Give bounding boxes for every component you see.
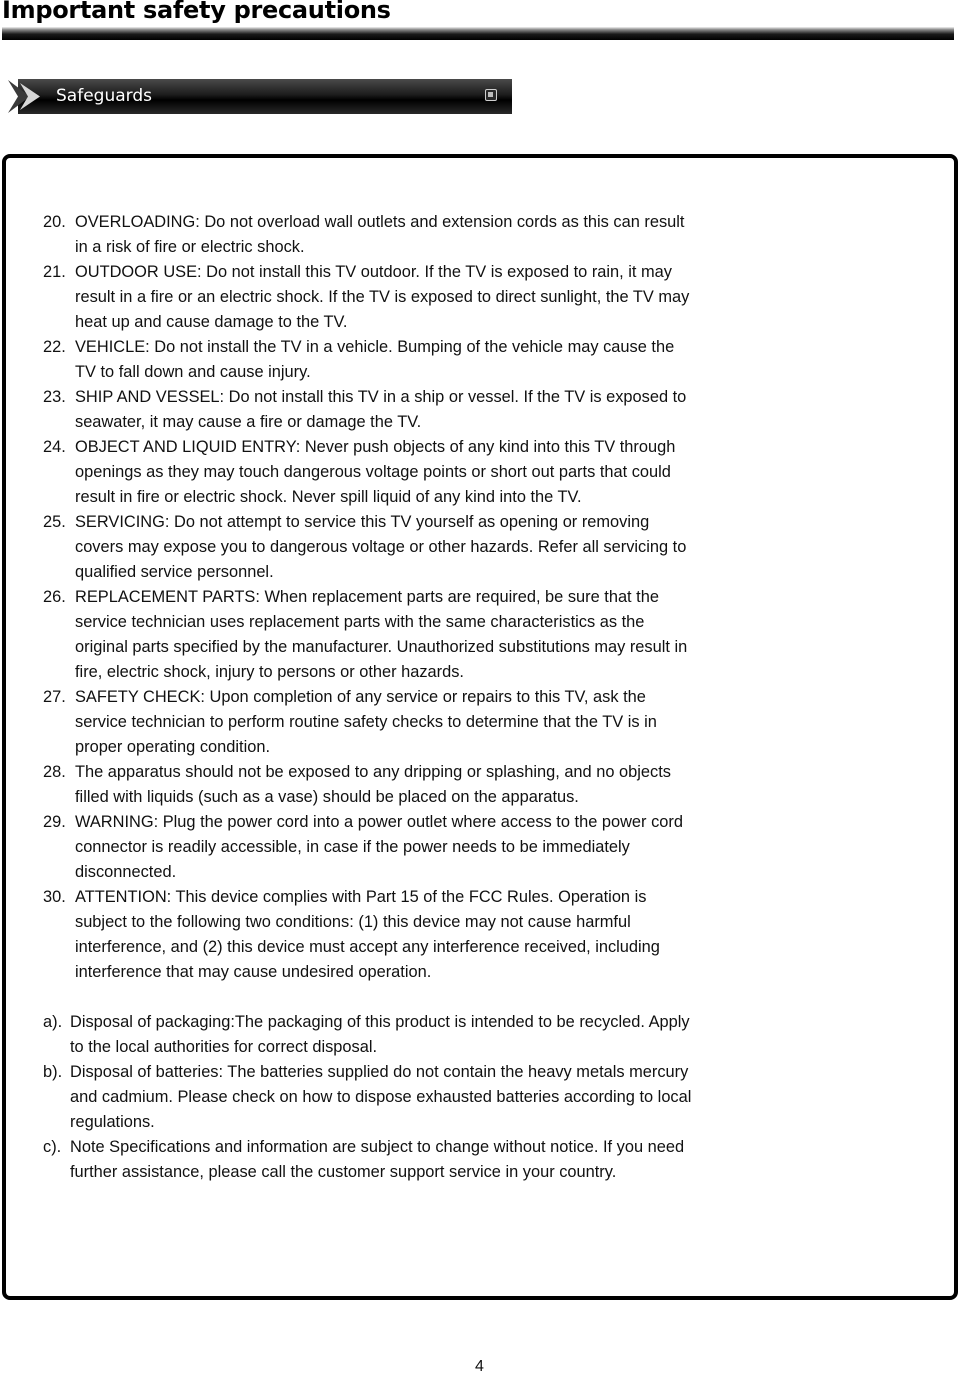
precaution-item-number: 26. [43,588,66,606]
precaution-item-text-line: service technician to perform routine safety checks to determine that the TV is in [75,713,657,731]
disposal-note-item [43,1060,691,1135]
precaution-item [43,335,674,385]
precaution-item-text-line: OVERLOADING: Do not overload wall outlets and extension cords as this can result [75,213,685,231]
precaution-item-text-line: SAFETY CHECK: Upon completion of any service or repairs to this TV, ask the [75,688,646,706]
precaution-item-text-line: REPLACEMENT PARTS: When replacement parts are required, be sure that the [75,588,659,606]
precaution-item-text-line: subject to the following two conditions: (1) this device may not cause harmful [75,913,631,931]
precaution-item-text-line: result in a fire or an electric shock. If the TV is exposed to direct sunlight, the TV may [75,288,690,306]
title-rule [2,27,954,40]
precaution-item-text-line: VEHICLE: Do not install the TV in a vehicle. Bumping of the vehicle may cause the [75,338,675,356]
disposal-note-item-number: c). [43,1138,62,1156]
disposal-note-item-text-line: further assistance, please call the customer support service in your country. [70,1163,617,1181]
precaution-item-number: 21. [43,263,66,281]
precaution-item-text-line: interference, and (2) this device must accept any interference received, including [75,938,660,956]
precaution-item [43,260,689,335]
precaution-item-text-line: SERVICING: Do not attempt to service this TV yourself as opening or removing [75,513,650,531]
precaution-item-text-line: TV to fall down and cause injury. [75,363,311,381]
precaution-item-text-line: qualified service personnel. [75,563,274,581]
precaution-item-number: 22. [43,338,66,356]
precaution-item-text-line: connector is readily accessible, in case if the power needs to be immediately [75,838,630,856]
precaution-item [43,510,686,585]
precaution-item-text-line: openings as they may touch dangerous voltage points or short out parts that could [75,463,671,481]
precaution-item [43,685,657,760]
precaution-item-text-line: original parts specified by the manufacturer. Unauthorized substitutions may result in [75,638,688,656]
precaution-item [43,385,686,435]
precaution-item [43,210,684,260]
disposal-note-item-text-line: Disposal of batteries: The batteries supplied do not contain the heavy metals mercury [70,1063,689,1081]
disposal-note-item-text-line: Note Specifications and information are subject to change without notice. If you need [70,1138,685,1156]
precaution-item-number: 23. [43,388,66,406]
disposal-note-item-text-line: to the local authorities for correct disposal. [70,1038,378,1056]
square-toggle-icon[interactable] [485,89,497,101]
precaution-item-text-line: seawater, it may cause a fire or damage the TV. [75,413,422,431]
page-number: 4 [475,1358,484,1375]
precaution-item-number: 30. [43,888,66,906]
precaution-item-text-line: disconnected. [75,863,177,881]
precaution-item-number: 27. [43,688,66,706]
precaution-item-number: 28. [43,763,66,781]
section-title: Safeguards [56,86,152,106]
precaution-item-number: 24. [43,438,66,456]
precaution-item-text-line: WARNING: Plug the power cord into a power outlet where access to the power cord [75,813,683,831]
precaution-item [43,810,683,885]
precaution-item-text-line: filled with liquids (such as a vase) should be placed on the apparatus. [75,788,579,806]
precaution-item-text-line: OBJECT AND LIQUID ENTRY: Never push objects of any kind into this TV through [75,438,676,456]
precaution-item-text-line: result in fire or electric shock. Never spill liquid of any kind into the TV. [75,488,582,506]
precaution-item-text-line: fire, electric shock, injury to persons or other hazards. [75,663,464,681]
precaution-item [43,760,671,810]
disposal-note-item-number: b). [43,1063,63,1081]
precaution-item-text-line: in a risk of fire or electric shock. [75,238,305,256]
page-title: Important safety precautions [2,0,391,24]
precaution-item-text-line: covers may expose you to dangerous voltage or other hazards. Refer all servicing to [75,538,687,556]
chevron-right-icon [6,79,42,114]
precaution-item-text-line: ATTENTION: This device complies with Part 15 of the FCC Rules. Operation is [75,888,647,906]
precaution-item-number: 20. [43,213,66,231]
precaution-item-text-line: service technician uses replacement parts with the same characteristics as the [75,613,645,631]
disposal-note-item-text-line: and cadmium. Please check on how to dispose exhausted batteries according to local [70,1088,692,1106]
precaution-item-text-line: The apparatus should not be exposed to any dripping or splashing, and no objects [75,763,671,781]
precaution-item [43,435,675,510]
disposal-note-item [43,1135,684,1185]
disposal-note-item [43,1010,690,1060]
precaution-item-text-line: proper operating condition. [75,738,270,756]
disposal-note-item-text-line: Disposal of packaging:The packaging of this product is intended to be recycled. Apply [70,1013,690,1031]
disposal-note-item-text-line: regulations. [70,1113,155,1131]
precaution-item-number: 29. [43,813,66,831]
precaution-item [43,585,687,685]
precaution-item-text-line: SHIP AND VESSEL: Do not install this TV in a ship or vessel. If the TV is exposed to [75,388,687,406]
precaution-item-text-line: interference that may cause undesired operation. [75,963,432,981]
precaution-item-text-line: heat up and cause damage to the TV. [75,313,348,331]
precaution-item-text-line: OUTDOOR USE: Do not install this TV outdoor. If the TV is exposed to rain, it may [75,263,672,281]
precaution-item-number: 25. [43,513,66,531]
precaution-item [43,885,660,985]
disposal-note-item-number: a). [43,1013,63,1031]
